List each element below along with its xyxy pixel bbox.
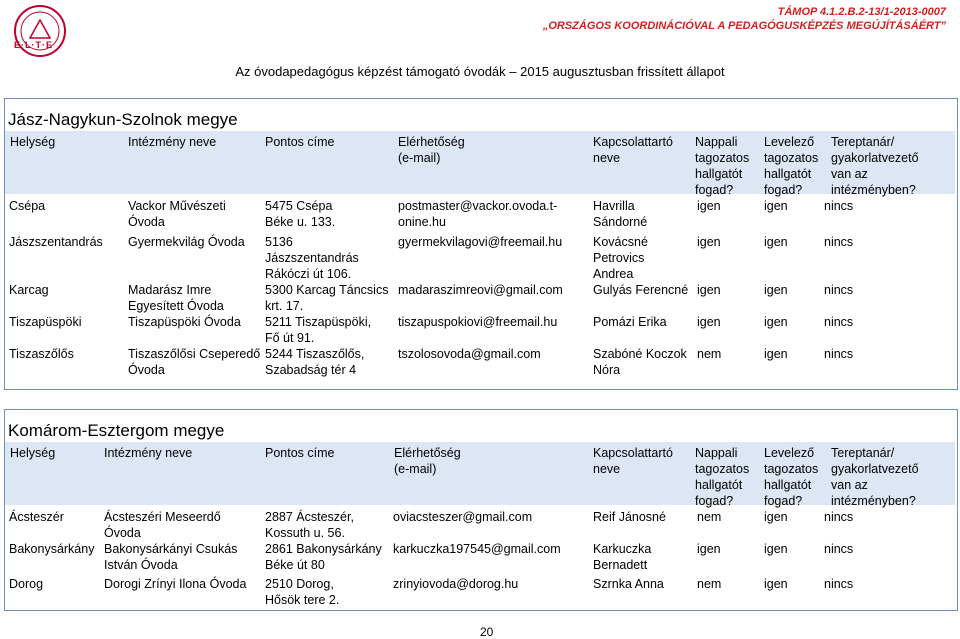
cell-cim: Szabadság tér 4 — [265, 363, 357, 377]
col-terep-1: Tereptanár/ — [831, 135, 895, 149]
col-levelezo-3: hallgatót — [764, 478, 812, 492]
col-intezmeny: Intézmény neve — [128, 135, 217, 149]
cell-kapcs: Havrilla — [593, 199, 635, 213]
cell-kapcs: Sándorné — [593, 215, 648, 229]
cell-kapcs: Pomázi Erika — [593, 315, 667, 329]
cell-helyseg: Bakonysárkány — [9, 542, 95, 556]
col-terep-3: van az — [831, 167, 868, 181]
cell-cim: 5300 Karcag Táncsics — [265, 283, 389, 297]
col-levelezo-1: Levelező — [764, 135, 815, 149]
cell-intezmeny: Bakonysárkányi Csukás — [104, 542, 238, 556]
page-number: 20 — [480, 625, 494, 639]
cell-cim: Kossuth u. 56. — [265, 526, 345, 540]
cell-cim: 5136 — [265, 235, 293, 249]
col-email-2: (e-mail) — [394, 462, 437, 476]
cell-cim: Béke u. 133. — [265, 215, 336, 229]
col-nappali-3: hallgatót — [695, 167, 743, 181]
cell-email: zrinyiovoda@dorog.hu — [393, 577, 519, 591]
cell-nappali: igen — [697, 199, 721, 213]
cell-kapcs: Gulyás Ferencné — [593, 283, 689, 297]
cell-email: tiszapuspokiovi@freemail.hu — [398, 315, 558, 329]
col-terep-4: intézményben? — [831, 183, 916, 197]
cell-nappali: nem — [697, 577, 722, 591]
col-levelezo-2: tagozatos — [764, 151, 819, 165]
cell-terep: nincs — [824, 283, 854, 297]
cell-intezmeny: Tiszapüspöki Óvoda — [128, 315, 241, 329]
col-levelezo-4: fogad? — [764, 494, 803, 508]
cell-cim: Hősök tere 2. — [265, 593, 340, 607]
table-header — [5, 442, 955, 508]
col-terep-3: van az — [831, 478, 868, 492]
cell-levelezo: igen — [764, 199, 788, 213]
cell-email: gyermekvilagovi@freemail.hu — [398, 235, 563, 249]
cell-kapcs: Reif Jánosné — [593, 510, 666, 524]
cell-nappali: nem — [697, 347, 722, 361]
cell-intezmeny: Gyermekvilág Óvoda — [128, 235, 245, 249]
col-intezmeny: Intézmény neve — [104, 446, 193, 460]
col-kapcs-2: neve — [593, 151, 621, 165]
col-email-1: Elérhetőség — [394, 446, 461, 460]
cell-intezmeny: Madarász Imre — [128, 283, 212, 297]
cell-cim: krt. 17. — [265, 299, 304, 313]
col-cim: Pontos címe — [265, 446, 335, 460]
cell-intezmeny: Ácsteszéri Meseerdő — [104, 510, 221, 524]
elte-logo-text: E·L·T·E — [14, 40, 53, 50]
cell-cim: Jászszentandrás — [265, 251, 359, 265]
cell-email: madaraszimreovi@gmail.com — [398, 283, 563, 297]
cell-levelezo: igen — [764, 283, 788, 297]
cell-helyseg: Ácsteszér — [9, 510, 64, 524]
section-title: Komárom-Esztergom megye — [8, 421, 225, 440]
cell-email: tszolosovoda@gmail.com — [398, 347, 541, 361]
project-code: TÁMOP 4.1.2.B.2-13/1-2013-0007 — [777, 6, 946, 18]
cell-nappali: nem — [697, 510, 722, 524]
col-levelezo-4: fogad? — [764, 183, 803, 197]
cell-cim: Fő út 91. — [265, 331, 315, 345]
cell-kapcs: Bernadett — [593, 558, 648, 572]
col-kapcs-1: Kapcsolattartó — [593, 446, 673, 460]
cell-email: postmaster@vackor.ovoda.t- — [398, 199, 558, 213]
cell-nappali: igen — [697, 542, 721, 556]
cell-intezmeny: István Óvoda — [104, 558, 178, 572]
cell-levelezo: igen — [764, 315, 788, 329]
cell-intezmeny: Óvoda — [128, 363, 165, 377]
cell-intezmeny: Dorogi Zrínyi Ilona Óvoda — [104, 577, 247, 591]
cell-nappali: igen — [697, 315, 721, 329]
cell-email: oviacsteszer@gmail.com — [393, 510, 533, 524]
col-kapcs-1: Kapcsolattartó — [593, 135, 673, 149]
cell-intezmeny: Vackor Művészeti — [128, 199, 226, 213]
col-helyseg: Helység — [10, 446, 56, 460]
cell-levelezo: igen — [764, 347, 788, 361]
cell-email: karkuczka197545@gmail.com — [393, 542, 561, 556]
col-nappali-1: Nappali — [695, 446, 738, 460]
cell-levelezo: igen — [764, 510, 788, 524]
cell-cim: 5211 Tiszapüspöki, — [265, 315, 372, 329]
cell-kapcs: Szrnka Anna — [593, 577, 664, 591]
col-levelezo-1: Levelező — [764, 446, 815, 460]
col-levelezo-3: hallgatót — [764, 167, 812, 181]
col-email-2: (e-mail) — [398, 151, 441, 165]
cell-terep: nincs — [824, 542, 854, 556]
cell-cim: 2861 Bakonysárkány — [265, 542, 382, 556]
cell-levelezo: igen — [764, 577, 788, 591]
cell-kapcs: Nóra — [593, 363, 621, 377]
cell-kapcs: Petrovics — [593, 251, 645, 265]
col-nappali-3: hallgatót — [695, 478, 743, 492]
cell-kapcs: Karkuczka — [593, 542, 652, 556]
cell-intezmeny: Egyesített Óvoda — [128, 299, 224, 313]
cell-helyseg: Tiszaszőlős — [9, 347, 74, 361]
cell-terep: nincs — [824, 199, 854, 213]
cell-helyseg: Tiszapüspöki — [9, 315, 82, 329]
col-nappali-4: fogad? — [695, 494, 734, 508]
col-helyseg: Helység — [10, 135, 56, 149]
col-terep-4: intézményben? — [831, 494, 916, 508]
page-subtitle: Az óvodapedagógus képzést támogató óvodák – 2015 augusztusban frissített állapot — [235, 64, 725, 79]
cell-cim: Béke út 80 — [265, 558, 325, 572]
cell-cim: 5244 Tiszaszőlős, — [265, 347, 365, 361]
cell-helyseg: Dorog — [9, 577, 44, 591]
cell-cim: 2510 Dorog, — [265, 577, 334, 591]
cell-nappali: igen — [697, 235, 721, 249]
cell-terep: nincs — [824, 510, 854, 524]
cell-cim: 2887 Ácsteszér, — [265, 510, 354, 524]
col-email-1: Elérhetőség — [398, 135, 465, 149]
section-title: Jász-Nagykun-Szolnok megye — [8, 110, 238, 129]
cell-levelezo: igen — [764, 235, 788, 249]
cell-helyseg: Jászszentandrás — [9, 235, 103, 249]
cell-terep: nincs — [824, 315, 854, 329]
col-nappali-2: tagozatos — [695, 462, 750, 476]
cell-email: onine.hu — [398, 215, 446, 229]
cell-intezmeny: Tiszaszőlősi Cseperedő — [128, 347, 261, 361]
col-kapcs-2: neve — [593, 462, 621, 476]
cell-intezmeny: Óvoda — [128, 215, 165, 229]
col-terep-1: Tereptanár/ — [831, 446, 895, 460]
col-levelezo-2: tagozatos — [764, 462, 819, 476]
col-nappali-4: fogad? — [695, 183, 734, 197]
cell-terep: nincs — [824, 577, 854, 591]
cell-terep: nincs — [824, 235, 854, 249]
col-cim: Pontos címe — [265, 135, 335, 149]
cell-terep: nincs — [824, 347, 854, 361]
col-nappali-2: tagozatos — [695, 151, 750, 165]
cell-intezmeny: Óvoda — [104, 526, 141, 540]
cell-kapcs: Andrea — [593, 267, 634, 281]
cell-cim: Rákóczi út 106. — [265, 267, 352, 281]
cell-helyseg: Csépa — [9, 199, 46, 213]
col-nappali-1: Nappali — [695, 135, 738, 149]
col-terep-2: gyakorlatvezető — [831, 151, 919, 165]
cell-levelezo: igen — [764, 542, 788, 556]
col-terep-2: gyakorlatvezető — [831, 462, 919, 476]
cell-kapcs: Kovácsné — [593, 235, 648, 249]
cell-nappali: igen — [697, 283, 721, 297]
cell-cim: 5475 Csépa — [265, 199, 333, 213]
cell-helyseg: Karcag — [9, 283, 49, 297]
cell-kapcs: Szabóné Koczok — [593, 347, 687, 361]
project-name: „ORSZÁGOS KOORDINÁCIÓVAL A PEDAGÓGUSKÉPZÉS MEGÚJÍTÁSÁÉRT” — [542, 20, 946, 32]
table-header — [5, 131, 955, 197]
